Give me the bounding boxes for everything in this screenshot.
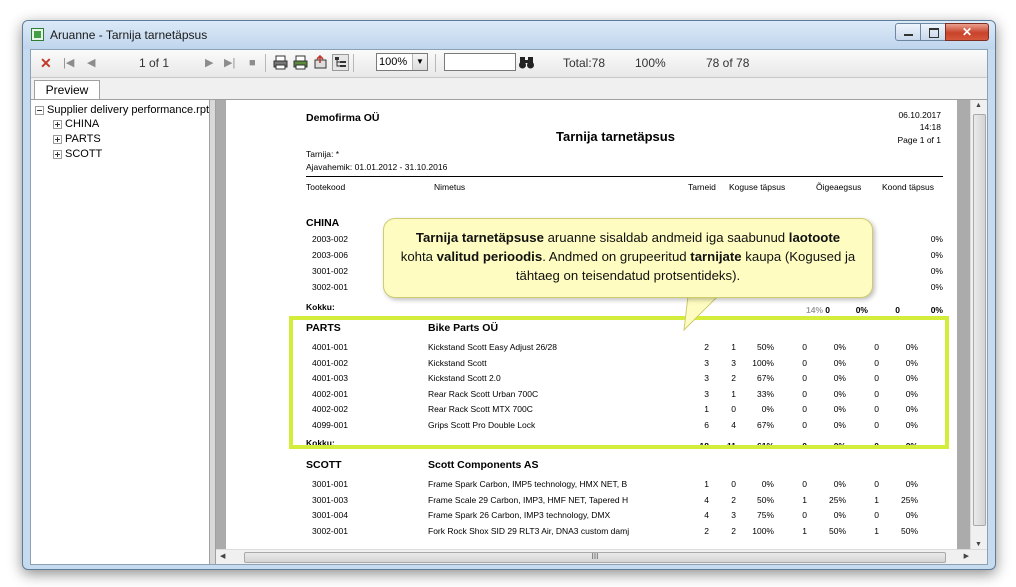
table-cell: 0%: [905, 420, 918, 430]
table-cell: 4: [731, 420, 736, 430]
maximize-button[interactable]: [920, 23, 946, 41]
collapse-icon[interactable]: [35, 106, 44, 115]
vertical-scrollbar[interactable]: [970, 100, 987, 550]
table-cell: 0: [731, 479, 736, 489]
table-row-code: 3001-002: [312, 266, 348, 276]
zoom-select[interactable]: [376, 53, 428, 71]
stop-button[interactable]: ■: [249, 57, 256, 69]
close-window-button[interactable]: [945, 23, 989, 41]
table-cell: 1: [731, 388, 736, 399]
table-cell: 4: [704, 510, 709, 521]
table-row-code: 3001-004: [312, 510, 348, 521]
table-row-code: 4002-002: [312, 404, 348, 415]
col-header-deliveries: Tarneid: [688, 182, 716, 192]
table-cell: 2: [704, 525, 709, 536]
table-cell: 3: [731, 510, 736, 521]
table-cell: 18: [699, 440, 709, 451]
table-cell: 0%: [905, 479, 918, 489]
toolbar-separator: [265, 54, 266, 72]
table-cell: 0: [802, 404, 807, 415]
col-header-timeliness: Õigeaegsus: [816, 182, 862, 192]
minimize-button[interactable]: [895, 23, 921, 41]
table-cell: 50%: [900, 525, 918, 536]
table-cell: 0%: [761, 479, 774, 489]
table-cell: 1: [874, 525, 879, 536]
group-tree-toggle-icon[interactable]: [333, 55, 348, 70]
table-cell: 0%: [905, 510, 918, 521]
search-input[interactable]: [444, 53, 516, 71]
table-row-code: 4002-001: [312, 388, 348, 399]
table-row-name: Fork Rock Shox SID 29 RLT3 Air, DNA3 custom damj: [428, 525, 630, 536]
table-row-name: Frame Scale 29 Carbon, IMP3, HMF NET, Tapered H: [428, 494, 629, 505]
table-cell: 0%: [905, 373, 918, 384]
horizontal-scrollbar[interactable]: [216, 549, 987, 564]
prev-page-button[interactable]: ◀: [87, 57, 96, 69]
group-tree: [31, 100, 210, 564]
table-cell: 1: [704, 479, 709, 489]
binoculars-icon[interactable]: [518, 55, 535, 70]
group-label: PARTS: [306, 322, 341, 334]
group-label-china: CHINA: [306, 217, 340, 229]
table-cell: 0%: [833, 440, 846, 451]
app-icon: [31, 28, 44, 41]
table-cell: 14%: [805, 305, 823, 315]
expand-icon[interactable]: [53, 150, 62, 159]
callout-text: aruanne sisaldab andmeid iga saabunud: [543, 230, 789, 245]
tree-item-label: SCOTT: [65, 148, 103, 160]
group-label: SCOTT: [306, 459, 342, 471]
callout-bold: laotoote: [788, 230, 841, 245]
first-page-button[interactable]: |◀: [63, 57, 75, 69]
scroll-down-icon[interactable]: ▼: [975, 541, 982, 548]
table-row-name: Rear Rack Scott MTX 700C: [428, 404, 533, 415]
scroll-up-icon[interactable]: ▲: [975, 102, 982, 109]
table-cell: 0: [895, 305, 900, 315]
table-cell: 0%: [855, 305, 868, 315]
report-page: [226, 100, 957, 550]
table-cell: 1: [802, 525, 807, 536]
report-viewer: [216, 100, 987, 564]
table-cell: 3: [704, 388, 709, 399]
table-row-name: Kickstand Scott: [428, 357, 487, 368]
table-cell: 2: [704, 342, 709, 352]
tab-strip: [31, 78, 987, 100]
expand-icon[interactable]: [53, 135, 62, 144]
total-records: Total:78: [563, 56, 606, 70]
export-icon[interactable]: [313, 55, 328, 70]
table-row-name: Frame Spark Carbon, IMP5 technology, HMX NET, B: [428, 479, 628, 489]
table-cell: 25%: [828, 494, 846, 505]
info-callout: [383, 218, 873, 298]
table-cell: 75%: [756, 510, 774, 521]
chevron-down-icon[interactable]: ▼: [412, 54, 427, 70]
table-cell: 0: [874, 357, 879, 368]
maximize-icon: [929, 28, 939, 38]
table-cell: 0%: [905, 357, 918, 368]
table-cell: 0%: [833, 479, 846, 489]
table-cell: 0: [802, 440, 807, 451]
tree-item-parts[interactable]: [53, 132, 101, 146]
supplier-filter: Tarnija: *: [306, 149, 340, 159]
last-page-button[interactable]: ▶|: [224, 57, 236, 69]
table-cell: 0%: [905, 404, 918, 415]
supplier-name: Scott Components AS: [428, 459, 539, 471]
group-total-label: Kokku:: [306, 302, 335, 312]
page-indicator: 1 of 1: [139, 56, 170, 70]
tab-preview[interactable]: Preview: [34, 80, 100, 99]
table-row-code: 4001-003: [312, 373, 348, 384]
horizontal-scroll-thumb[interactable]: III: [244, 552, 946, 563]
table-cell: 3: [731, 357, 736, 368]
table-cell: 0: [874, 479, 879, 489]
table-row-name: Frame Spark 26 Carbon, IMP3 technology, DMX: [428, 510, 611, 521]
table-cell: 1: [704, 404, 709, 415]
minimize-icon: [904, 34, 913, 36]
tree-root[interactable]: [35, 103, 209, 117]
tree-root-label: Supplier delivery performance.rpt: [47, 104, 210, 116]
table-cell: 6: [704, 420, 709, 430]
table-row-name: Rear Rack Scott Urban 700C: [428, 388, 539, 399]
report-date: 06.10.2017: [898, 110, 941, 120]
table-row-code: 3002-001: [312, 282, 348, 292]
expand-icon[interactable]: [53, 120, 62, 129]
table-cell: 0%: [833, 510, 846, 521]
report-page-number: Page 1 of 1: [897, 135, 941, 145]
table-row-code: 3002-001: [312, 525, 348, 536]
table-row-code: 3001-001: [312, 479, 348, 489]
table-cell: 0: [825, 305, 830, 315]
table-cell: 0%: [930, 305, 943, 315]
table-cell: 61%: [756, 440, 774, 451]
table-row-code: 3001-003: [312, 494, 348, 505]
percent-processed: 100%: [635, 56, 666, 70]
tree-item-china[interactable]: [53, 117, 99, 131]
table-cell: 0%: [930, 282, 943, 292]
table-cell: 0%: [761, 404, 774, 415]
tree-item-label: CHINA: [65, 118, 100, 130]
table-cell: 0: [874, 342, 879, 352]
records-count: 78 of 78: [706, 56, 750, 70]
col-header-name: Nimetus: [434, 182, 466, 192]
callout-text: . Andmed on grupeeritud: [542, 249, 691, 264]
table-cell: 0: [874, 420, 879, 430]
table-cell: 67%: [756, 420, 774, 430]
table-cell: 0: [802, 388, 807, 399]
table-cell: 25%: [900, 494, 918, 505]
table-cell: 0: [731, 404, 736, 415]
table-cell: 1: [874, 494, 879, 505]
table-cell: 100%: [752, 357, 774, 368]
table-cell: 2: [731, 373, 736, 384]
toolbar-separator: [435, 54, 436, 72]
table-cell: 3: [704, 357, 709, 368]
scroll-right-icon[interactable]: ▶: [963, 553, 969, 560]
vertical-scroll-thumb[interactable]: [973, 114, 986, 526]
table-cell: 50%: [756, 494, 774, 505]
table-row-code: 4001-001: [312, 342, 348, 352]
callout-bold: valitud perioodis: [436, 249, 543, 264]
zoom-value: 100%: [379, 56, 408, 68]
table-cell: 0%: [905, 388, 918, 399]
toolbar-separator: [353, 54, 354, 72]
table-row-name: Kickstand Scott Easy Adjust 26/28: [428, 342, 557, 352]
print-setup-icon[interactable]: [293, 55, 308, 70]
col-header-overall: Koond täpsus: [882, 182, 934, 192]
table-cell: 0%: [833, 342, 846, 352]
table-cell: 0%: [930, 250, 943, 260]
table-cell: 0%: [905, 440, 918, 451]
table-cell: 0%: [833, 357, 846, 368]
period: Ajavahemik: 01.01.2012 - 31.10.2016: [306, 162, 448, 172]
table-cell: 0%: [930, 266, 943, 276]
tree-item-label: PARTS: [65, 133, 101, 145]
print-icon[interactable]: [273, 55, 288, 70]
table-row-code: 2003-002: [312, 234, 348, 244]
col-header-qty-accuracy: Koguse täpsus: [729, 182, 786, 192]
table-cell: 11: [727, 440, 736, 451]
table-cell: 50%: [828, 525, 846, 536]
table-cell: 0%: [833, 420, 846, 430]
close-report-button[interactable]: ✕: [40, 55, 52, 71]
table-cell: 0%: [905, 342, 918, 352]
callout-pointer: [678, 296, 738, 332]
callout-bold: Tarnija tarnetäpsuse: [415, 230, 544, 245]
table-cell: 0%: [833, 373, 846, 384]
table-cell: 0: [874, 404, 879, 415]
table-cell: 50%: [756, 342, 774, 352]
table-cell: 0: [802, 373, 807, 384]
report-time: 14:18: [919, 122, 941, 132]
table-cell: 0: [802, 357, 807, 368]
client-area: [30, 49, 988, 565]
table-row-name: Grips Scott Pro Double Lock: [428, 420, 536, 430]
callout-text: kaupa (Kogused ja tähtaeg on teisendatud protsentideks).: [515, 249, 856, 283]
table-cell: 0%: [930, 234, 943, 244]
tree-item-scott[interactable]: [53, 147, 102, 161]
table-row-code: 4001-002: [312, 357, 348, 368]
report-window: [22, 20, 996, 570]
callout-bold: tarnijate: [690, 249, 742, 264]
table-cell: 4: [704, 494, 709, 505]
table-cell: 0: [874, 373, 879, 384]
scroll-left-icon[interactable]: ◀: [220, 553, 226, 560]
table-cell: 0%: [833, 404, 846, 415]
callout-text: kohta: [400, 249, 437, 264]
table-cell: 67%: [756, 373, 774, 384]
report-title: Tarnija tarnetäpsus: [556, 129, 675, 144]
report-toolbar: [31, 50, 987, 78]
table-cell: 0: [874, 510, 879, 521]
company-name: Demofirma OÜ: [306, 112, 380, 124]
header-rule: [306, 176, 943, 177]
title-bar[interactable]: [23, 21, 995, 49]
table-cell: 1: [802, 494, 807, 505]
table-row-code: 2003-006: [312, 250, 348, 260]
table-cell: 0: [802, 342, 807, 352]
supplier-name: Bike Parts OÜ: [428, 322, 499, 334]
next-page-button[interactable]: ▶: [205, 57, 214, 69]
close-icon: ✕: [961, 25, 973, 39]
table-cell: 3: [704, 373, 709, 384]
table-row-name: Kickstand Scott 2.0: [428, 373, 501, 384]
table-cell: 2: [731, 525, 736, 536]
group-total-label: Kokku:: [306, 437, 335, 448]
table-cell: 100%: [752, 525, 774, 536]
highlight-frame: [289, 316, 949, 449]
window-title: Aruanne - Tarnija tarnetäpsus: [50, 28, 208, 42]
table-cell: 0: [802, 510, 807, 521]
caption-buttons: [896, 23, 989, 43]
table-cell: 0: [802, 479, 807, 489]
table-cell: 0: [802, 420, 807, 430]
table-cell: 0%: [833, 388, 846, 399]
table-row-code: 4099-001: [312, 420, 348, 430]
table-cell: 2: [731, 494, 736, 505]
table-cell: 33%: [756, 388, 774, 399]
table-cell: 1: [731, 342, 736, 352]
table-cell: 0: [874, 440, 879, 451]
col-header-code: Tootekood: [306, 182, 346, 192]
table-cell: 0: [874, 388, 879, 399]
